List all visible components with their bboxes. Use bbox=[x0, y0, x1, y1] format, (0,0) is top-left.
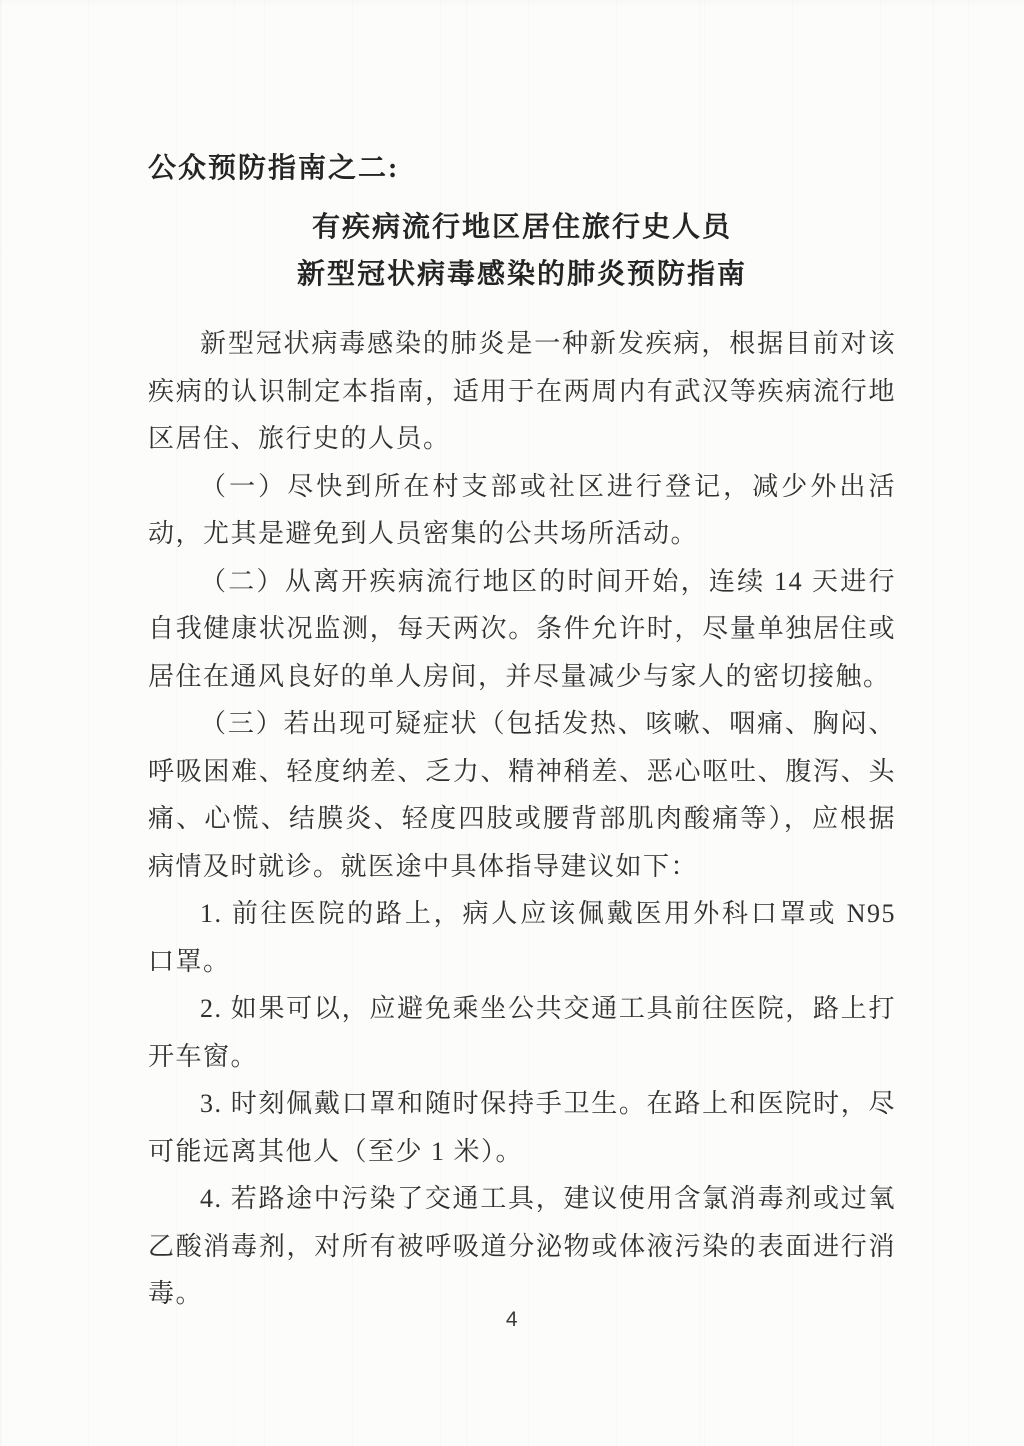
page-content bbox=[148, 150, 896, 1318]
paragraph-guideline-2: （二）从离开疾病流行地区的时间开始，连续 14 天进行自我健康状况监测，每天两次。条件允许时，尽量单独居住或居住在通风良好的单人房间，并尽量减少与家人的密切接触。 bbox=[148, 566, 896, 691]
section-label: 公众预防指南之二: bbox=[148, 153, 400, 184]
paragraph-guideline-3: （三）若出现可疑症状（包括发热、咳嗽、咽痛、胸闷、呼吸困难、轻度纳差、乏力、精神稍差、恶心呕吐、腹泻、头痛、心慌、结膜炎、轻度四肢或腰背部肌肉酸痛等），应根据病情及时就诊。就医途中具体指导建议如下： bbox=[148, 709, 896, 881]
paragraph-guideline-1: （一）尽快到所在村支部或社区进行登记，减少外出活动，尤其是避免到人员密集的公共场所活动。 bbox=[148, 471, 896, 548]
title-line-2: 新型冠状病毒感染的肺炎预防指南 bbox=[296, 259, 747, 290]
paragraph-advice-2: 2. 如果可以，应避免乘坐公共交通工具前往医院，路上打开车窗。 bbox=[148, 994, 896, 1071]
page-footer bbox=[0, 1308, 1024, 1332]
paragraph-intro: 新型冠状病毒感染的肺炎是一种新发疾病，根据目前对该疾病的认识制定本指南，适用于在两周内有武汉等疾病流行地区居住、旅行史的人员。 bbox=[148, 329, 896, 453]
paragraph-advice-1: 1. 前往医院的路上，病人应该佩戴医用外科口罩或 N95 口罩。 bbox=[148, 899, 896, 976]
title-line-1: 有疾病流行地区居住旅行史人员 bbox=[311, 212, 732, 243]
paragraph-advice-3: 3. 时刻佩戴口罩和随时保持手卫生。在路上和医院时，尽可能远离其他人（至少 1 米）。 bbox=[148, 1089, 896, 1166]
page-number: 4 bbox=[505, 1308, 519, 1331]
paragraph-advice-4: 4. 若路途中污染了交通工具，建议使用含氯消毒剂或过氧乙酸消毒剂，对所有被呼吸道分泌物或体液污染的表面进行消毒。 bbox=[148, 1184, 896, 1308]
document-body bbox=[148, 320, 896, 1318]
document-title bbox=[148, 204, 896, 298]
